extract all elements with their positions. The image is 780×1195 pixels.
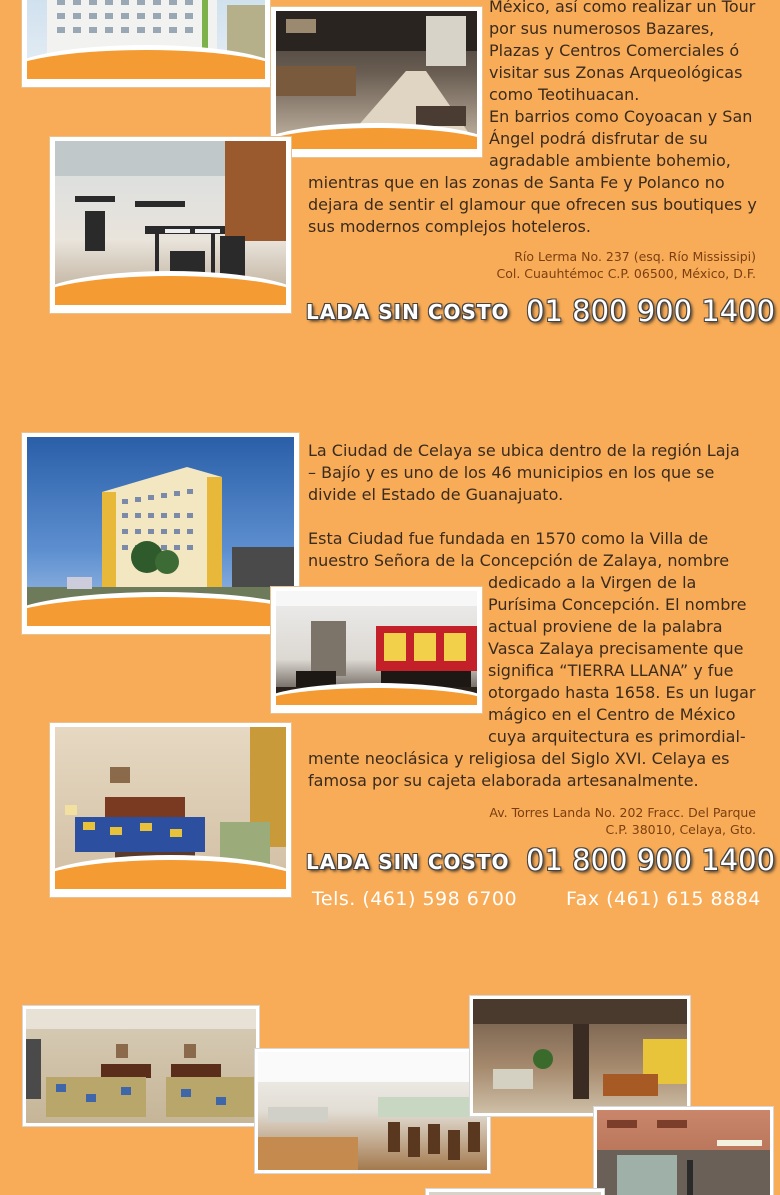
section2-phone-number[interactable]: 01 800 900 1400 [526,843,776,877]
text-line: dedicado a la Virgen de la [488,573,697,592]
section2-lada-label: LADA SIN COSTO [306,850,510,874]
text-line: México, así como realizar un Tour [489,0,756,16]
text-line: mientras que en las zonas de Santa Fe y Polanco no [308,173,725,192]
text-line: actual proviene de la palabra [488,617,723,636]
section2-paragraph2-full [308,528,778,572]
text-line: dejara de sentir el glamour que ofrecen sus boutiques y [308,195,757,214]
address-line: Col. Cuauhtémoc C.P. 06500, México, D.F. [496,266,756,281]
text-line: como Teotihuacan. [489,85,640,104]
celaya-hotel-exterior-photo [21,432,300,635]
text-line: nuestro Señora de la Concepción de Zalaya, nombre [308,551,730,570]
section2-address [356,804,756,838]
text-line: divide el Estado de Guanajuato. [308,485,564,504]
text-line: Vasca Zalaya precisamente que [488,639,744,658]
collage-hotel-entrance-photo [593,1106,774,1195]
text-line: sus modernos complejos hoteleros. [308,217,591,236]
section2-paragraph2-end [308,748,778,792]
collage-partial-photo [425,1188,605,1195]
section2-paragraph2-right [488,572,778,748]
text-line: Esta Ciudad fue fundada en 1570 como la Villa de [308,529,709,548]
celaya-lobby-photo [270,586,483,714]
text-line: agradable ambiente bohemio, [489,151,731,170]
text-line: Ángel podrá disfrutar de su [489,129,708,148]
address-line: C.P. 38010, Celaya, Gto. [605,822,756,837]
section2-fax: Fax (461) 615 8884 [566,888,761,910]
text-line: En barrios como Coyoacan y San [489,107,753,126]
text-line: La Ciudad de Celaya se ubica dentro de la región Laja [308,441,740,460]
section1-phone-number[interactable]: 01 800 900 1400 [526,294,776,328]
hotel-exterior-photo-1 [21,0,271,88]
section1-address [356,248,756,282]
collage-bedroom-photo [22,1005,260,1127]
collage-dining-hall-photo [254,1048,491,1174]
hotel-lobby-photo [270,6,483,158]
text-line: cuya arquitectura es primordial- [488,727,746,746]
text-line: famosa por su cajeta elaborada artesanalmente. [308,771,699,790]
celaya-bedroom-photo [49,722,292,898]
hotel-restaurant-photo [49,136,292,314]
section1-text-right [489,0,779,172]
address-line: Av. Torres Landa No. 202 Fracc. Del Parque [489,805,756,820]
text-line: mágico en el Centro de México [488,705,736,724]
section1-lada-label: LADA SIN COSTO [306,300,510,324]
text-line: Plazas y Centros Comerciales ó [489,41,740,60]
section2-paragraph1 [308,440,778,506]
section1-text-full [308,172,778,238]
text-line: Purísima Concepción. El nombre [488,595,747,614]
text-line: otorgado hasta 1658. Es un lugar [488,683,756,702]
text-line: por sus numerosos Bazares, [489,19,715,38]
collage-lobby-lounge-photo [469,995,691,1117]
section2-tels: Tels. (461) 598 6700 [312,888,518,910]
text-line: mente neoclásica y religiosa del Siglo XVI. Celaya es [308,749,730,768]
text-line: – Bajío y es uno de los 46 municipios en los que se [308,463,715,482]
text-line: significa “TIERRA LLANA” y fue [488,661,734,680]
text-line: visitar sus Zonas Arqueológicas [489,63,743,82]
address-line: Río Lerma No. 237 (esq. Río Mississipi) [514,249,756,264]
